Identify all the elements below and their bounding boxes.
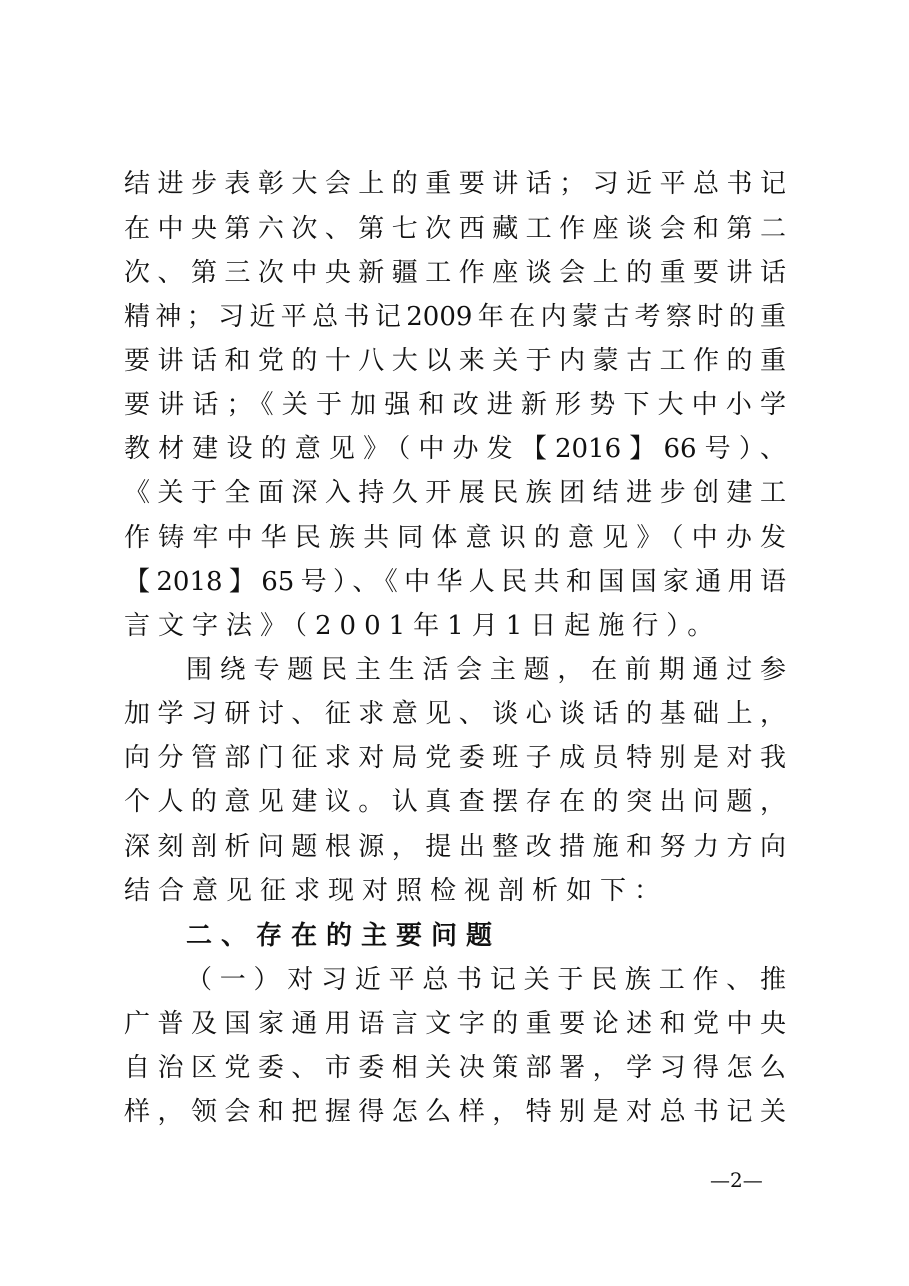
body-text-line: 言文字法》（2001年1月1日起施行）。 xyxy=(124,611,722,641)
body-text-line: 围绕专题民主生活会主题，在前期通过参 xyxy=(186,655,786,685)
body-text-line: 作铸牢中华民族共同体意识的意见》（中办发 xyxy=(124,523,786,553)
body-text-line: （一）对习近平总书记关于民族工作、推 xyxy=(186,965,786,995)
body-text-line: 加学习研讨、征求意见、谈心谈话的基础上， xyxy=(124,699,786,729)
page-number: —2— xyxy=(710,1168,763,1192)
body-text-line: 【2018】65号）、《中华人民共和国国家通用语 xyxy=(124,567,786,597)
body-text-line: 个人的意见建议。认真查摆存在的突出问题， xyxy=(124,787,786,817)
body-text-line: 自治区党委、市委相关决策部署，学习得怎么 xyxy=(124,1053,786,1083)
body-text-line: 结进步表彰大会上的重要讲话；习近平总书记 xyxy=(124,169,786,199)
body-text-line: 《关于全面深入持久开展民族团结进步创建工 xyxy=(124,478,786,508)
body-text-line: 次、第三次中央新疆工作座谈会上的重要讲话 xyxy=(124,258,786,288)
body-text-line: 要讲话和党的十八大以来关于内蒙古工作的重 xyxy=(124,346,786,376)
body-text-line: 要讲话；《关于加强和改进新形势下大中小学 xyxy=(124,390,786,420)
body-text-line: 样，领会和把握得怎么样，特别是对总书记关 xyxy=(124,1097,786,1127)
body-text-line: 精神；习近平总书记2009年在内蒙古考察时的重 xyxy=(124,302,786,332)
body-text-line: 向分管部门征求对局党委班子成员特别是对我 xyxy=(124,743,786,773)
body-text-line: 广普及国家通用语言文字的重要论述和党中央 xyxy=(124,1009,786,1039)
body-text-line: 深刻剖析问题根源，提出整改措施和努力方向 xyxy=(124,832,786,862)
body-text-line: 在中央第六次、第七次西藏工作座谈会和第二 xyxy=(124,214,786,244)
body-text-line: 教材建设的意见》（中办发【2016】66号）、 xyxy=(124,434,786,464)
section-heading: 二、存在的主要问题 xyxy=(186,921,502,951)
body-text-line: 结合意见征求现对照检视剖析如下： xyxy=(124,876,669,906)
